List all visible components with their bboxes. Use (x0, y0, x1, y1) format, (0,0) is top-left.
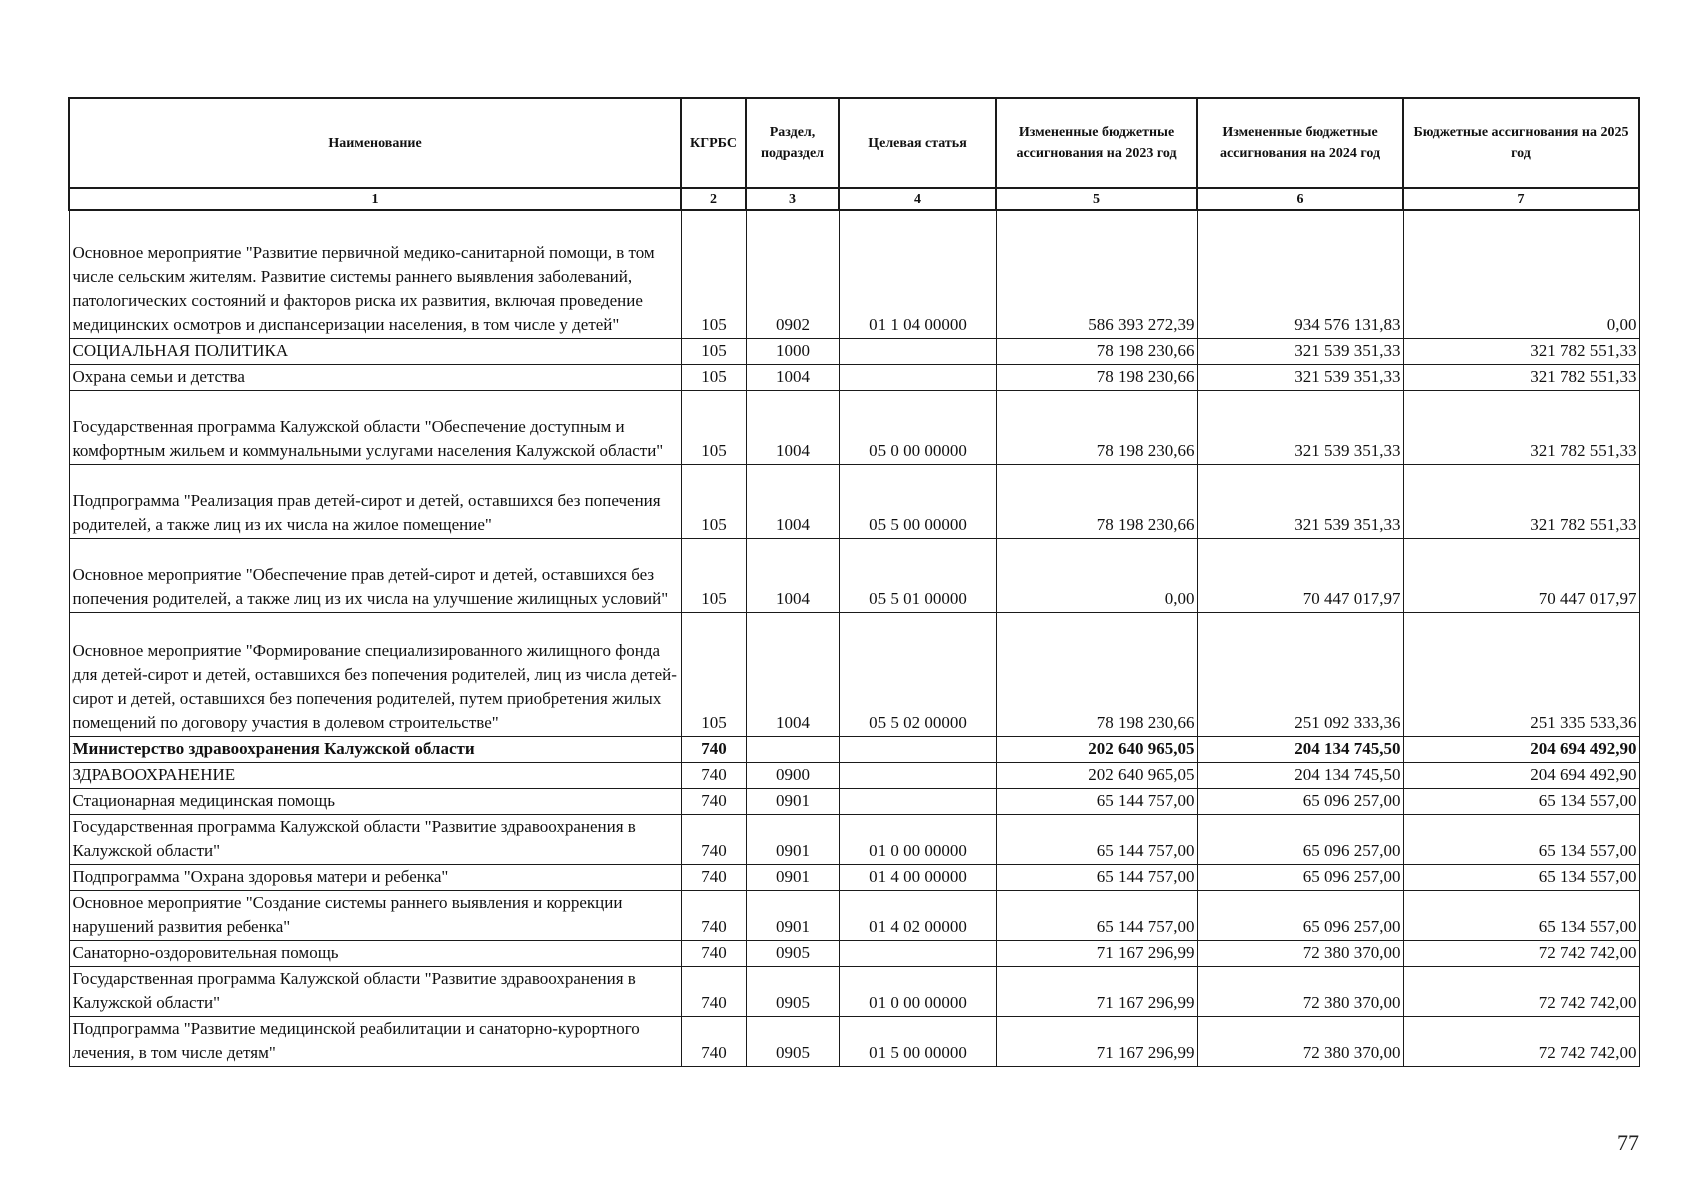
header-section: Раздел, подраздел (746, 98, 839, 188)
row-amount-2024: 934 576 131,83 (1197, 210, 1403, 338)
row-target (839, 736, 996, 762)
row-section (746, 736, 839, 762)
row-name: Охрана семьи и детства (69, 364, 681, 390)
header-target: Целевая статья (839, 98, 996, 188)
row-amount-2024: 72 380 370,00 (1197, 1016, 1403, 1066)
row-name: СОЦИАЛЬНАЯ ПОЛИТИКА (69, 338, 681, 364)
row-section: 0902 (746, 210, 839, 338)
row-amount-2023: 78 198 230,66 (996, 464, 1197, 538)
row-amount-2024: 65 096 257,00 (1197, 788, 1403, 814)
row-amount-2025: 65 134 557,00 (1403, 814, 1639, 864)
row-name: Государственная программа Калужской области "Развитие здравоохранения в Калужской области" (69, 966, 681, 1016)
row-amount-2023: 78 198 230,66 (996, 390, 1197, 464)
row-target: 01 4 02 00000 (839, 890, 996, 940)
table-header-row (69, 98, 1639, 188)
row-amount-2025: 321 782 551,33 (1403, 338, 1639, 364)
table-row (69, 612, 1639, 736)
row-amount-2025: 204 694 492,90 (1403, 736, 1639, 762)
row-target (839, 338, 996, 364)
row-name: Министерство здравоохранения Калужской области (69, 736, 681, 762)
row-section: 1004 (746, 390, 839, 464)
row-amount-2025: 251 335 533,36 (1403, 612, 1639, 736)
row-amount-2024: 72 380 370,00 (1197, 940, 1403, 966)
row-section: 0905 (746, 966, 839, 1016)
row-name: Основное мероприятие "Создание системы раннего выявления и коррекции нарушений развития ребенка" (69, 890, 681, 940)
row-amount-2024: 204 134 745,50 (1197, 762, 1403, 788)
row-section: 0905 (746, 1016, 839, 1066)
row-amount-2023: 71 167 296,99 (996, 940, 1197, 966)
header-kgrbs: КГРБС (681, 98, 746, 188)
row-amount-2024: 321 539 351,33 (1197, 338, 1403, 364)
row-amount-2025: 0,00 (1403, 210, 1639, 338)
table-row (69, 966, 1639, 1016)
row-name: Подпрограмма "Развитие медицинской реабилитации и санаторно-курортного лечения, в том числе детям" (69, 1016, 681, 1066)
row-section: 1000 (746, 338, 839, 364)
row-amount-2023: 202 640 965,05 (996, 736, 1197, 762)
row-amount-2023: 586 393 272,39 (996, 210, 1197, 338)
row-target: 01 0 00 00000 (839, 966, 996, 1016)
row-kgrbs: 740 (681, 864, 746, 890)
row-amount-2025: 321 782 551,33 (1403, 390, 1639, 464)
row-amount-2025: 65 134 557,00 (1403, 890, 1639, 940)
row-amount-2024: 321 539 351,33 (1197, 364, 1403, 390)
row-amount-2023: 78 198 230,66 (996, 364, 1197, 390)
column-number: 2 (681, 188, 746, 210)
row-kgrbs: 740 (681, 762, 746, 788)
row-kgrbs: 105 (681, 538, 746, 612)
row-amount-2024: 72 380 370,00 (1197, 966, 1403, 1016)
row-amount-2023: 78 198 230,66 (996, 612, 1197, 736)
row-amount-2023: 71 167 296,99 (996, 966, 1197, 1016)
column-number: 7 (1403, 188, 1639, 210)
row-target (839, 364, 996, 390)
table-row (69, 390, 1639, 464)
row-kgrbs: 105 (681, 210, 746, 338)
row-section: 0905 (746, 940, 839, 966)
row-name: Подпрограмма "Охрана здоровья матери и ребенка" (69, 864, 681, 890)
row-amount-2023: 202 640 965,05 (996, 762, 1197, 788)
column-number: 4 (839, 188, 996, 210)
table-row (69, 210, 1639, 338)
page-number: 77 (1617, 1130, 1639, 1155)
row-name: Подпрограмма "Реализация прав детей-сирот и детей, оставшихся без попечения родителей, а также лиц из их числа на жилое помещение" (69, 464, 681, 538)
table-row (69, 1016, 1639, 1066)
row-amount-2025: 72 742 742,00 (1403, 940, 1639, 966)
row-target (839, 788, 996, 814)
table-row (69, 736, 1639, 762)
header-2024: Измененные бюджетные ассигнования на 2024 год (1197, 98, 1403, 188)
row-amount-2025: 65 134 557,00 (1403, 788, 1639, 814)
row-name: Санаторно-оздоровительная помощь (69, 940, 681, 966)
row-amount-2024: 70 447 017,97 (1197, 538, 1403, 612)
row-target: 05 5 02 00000 (839, 612, 996, 736)
row-name: Стационарная медицинская помощь (69, 788, 681, 814)
row-amount-2024: 321 539 351,33 (1197, 390, 1403, 464)
row-amount-2024: 204 134 745,50 (1197, 736, 1403, 762)
row-amount-2024: 65 096 257,00 (1197, 814, 1403, 864)
row-amount-2023: 65 144 757,00 (996, 814, 1197, 864)
row-kgrbs: 740 (681, 736, 746, 762)
row-section: 1004 (746, 464, 839, 538)
table-row (69, 364, 1639, 390)
row-amount-2023: 65 144 757,00 (996, 788, 1197, 814)
row-target: 05 5 00 00000 (839, 464, 996, 538)
row-kgrbs: 105 (681, 464, 746, 538)
row-section: 1004 (746, 538, 839, 612)
row-kgrbs: 740 (681, 890, 746, 940)
row-amount-2025: 204 694 492,90 (1403, 762, 1639, 788)
row-amount-2024: 65 096 257,00 (1197, 864, 1403, 890)
row-kgrbs: 105 (681, 338, 746, 364)
table-row (69, 762, 1639, 788)
table-row (69, 814, 1639, 864)
row-name: Государственная программа Калужской области "Обеспечение доступным и комфортным жильем и коммунальными услугами населения Калужской области" (69, 390, 681, 464)
row-amount-2023: 0,00 (996, 538, 1197, 612)
row-kgrbs: 740 (681, 788, 746, 814)
row-target: 01 5 00 00000 (839, 1016, 996, 1066)
header-2025: Бюджетные ассигнования на 2025 год (1403, 98, 1639, 188)
row-section: 0901 (746, 788, 839, 814)
table-row (69, 538, 1639, 612)
row-target: 01 1 04 00000 (839, 210, 996, 338)
row-target: 01 0 00 00000 (839, 814, 996, 864)
row-section: 0901 (746, 890, 839, 940)
row-target: 01 4 00 00000 (839, 864, 996, 890)
row-section: 0901 (746, 814, 839, 864)
row-section: 0900 (746, 762, 839, 788)
column-number: 1 (69, 188, 681, 210)
table-row (69, 940, 1639, 966)
row-amount-2025: 321 782 551,33 (1403, 364, 1639, 390)
budget-table (68, 97, 1640, 1067)
row-amount-2024: 251 092 333,36 (1197, 612, 1403, 736)
row-target (839, 940, 996, 966)
row-amount-2025: 72 742 742,00 (1403, 966, 1639, 1016)
row-kgrbs: 740 (681, 1016, 746, 1066)
row-section: 1004 (746, 364, 839, 390)
row-amount-2023: 65 144 757,00 (996, 890, 1197, 940)
column-number-row (69, 188, 1639, 210)
row-name: Основное мероприятие "Развитие первичной медико-санитарной помощи, в том числе сельским жителям. Развитие системы раннего выявления заболеваний, патологических состояний и факторов риска их развития, включая проведение медицинских осмотров и диспансеризации населения, в том числе у детей" (69, 210, 681, 338)
table-row (69, 890, 1639, 940)
row-section: 1004 (746, 612, 839, 736)
row-kgrbs: 105 (681, 390, 746, 464)
table-row (69, 338, 1639, 364)
row-amount-2023: 78 198 230,66 (996, 338, 1197, 364)
column-number: 5 (996, 188, 1197, 210)
row-kgrbs: 740 (681, 940, 746, 966)
table-row (69, 464, 1639, 538)
row-kgrbs: 105 (681, 364, 746, 390)
row-kgrbs: 105 (681, 612, 746, 736)
row-name: ЗДРАВООХРАНЕНИЕ (69, 762, 681, 788)
row-target: 05 5 01 00000 (839, 538, 996, 612)
row-amount-2023: 71 167 296,99 (996, 1016, 1197, 1066)
row-name: Основное мероприятие "Обеспечение прав детей-сирот и детей, оставшихся без попечения родителей, а также лиц из их числа на улучшение жилищных условий" (69, 538, 681, 612)
row-name: Государственная программа Калужской области "Развитие здравоохранения в Калужской области" (69, 814, 681, 864)
column-number: 6 (1197, 188, 1403, 210)
row-amount-2024: 321 539 351,33 (1197, 464, 1403, 538)
column-number: 3 (746, 188, 839, 210)
row-section: 0901 (746, 864, 839, 890)
row-amount-2025: 70 447 017,97 (1403, 538, 1639, 612)
row-amount-2024: 65 096 257,00 (1197, 890, 1403, 940)
header-2023: Измененные бюджетные ассигнования на 2023 год (996, 98, 1197, 188)
row-amount-2025: 65 134 557,00 (1403, 864, 1639, 890)
table-row (69, 788, 1639, 814)
row-amount-2025: 72 742 742,00 (1403, 1016, 1639, 1066)
table-body (69, 210, 1639, 1066)
row-target: 05 0 00 00000 (839, 390, 996, 464)
header-name: Наименование (69, 98, 681, 188)
table-row (69, 864, 1639, 890)
row-kgrbs: 740 (681, 814, 746, 864)
row-target (839, 762, 996, 788)
row-amount-2023: 65 144 757,00 (996, 864, 1197, 890)
row-name: Основное мероприятие "Формирование специализированного жилищного фонда для детей-сирот и детей, оставшихся без попечения родителей, лиц из числа детей-сирот и детей, оставшихся без попечения родителей, путем приобретения жилых помещений по договору участия в долевом строительстве" (69, 612, 681, 736)
row-amount-2025: 321 782 551,33 (1403, 464, 1639, 538)
row-kgrbs: 740 (681, 966, 746, 1016)
